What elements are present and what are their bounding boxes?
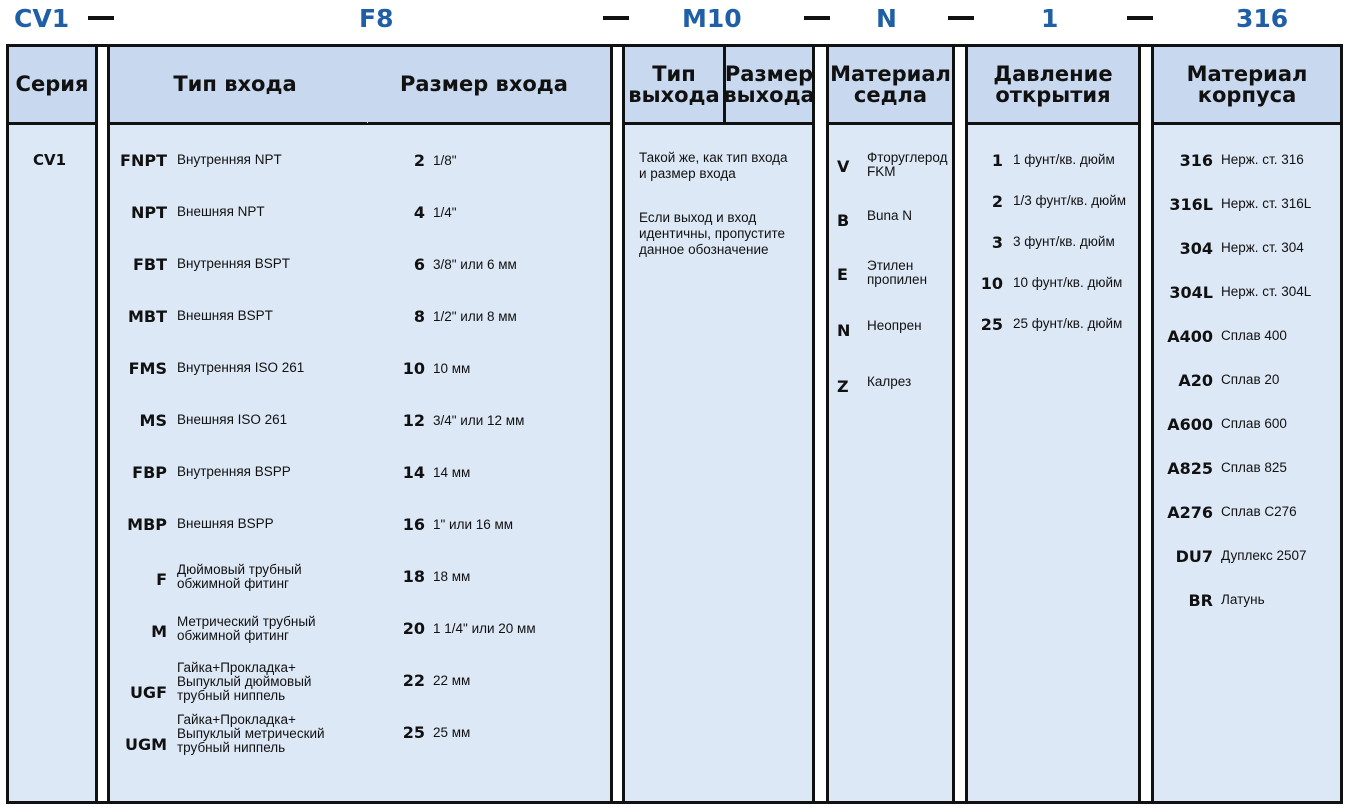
inlet-type-code: UGM bbox=[124, 735, 167, 754]
outlet-note-line: данное обозначение bbox=[639, 242, 769, 257]
body-material-code: A600 bbox=[1167, 415, 1213, 434]
column-divider bbox=[812, 47, 815, 801]
inlet-size-desc: 1/8" bbox=[433, 153, 457, 168]
inlet-size-desc: 3/4" или 12 мм bbox=[433, 413, 525, 428]
body-material-desc: Нерж. ст. 316L bbox=[1221, 196, 1312, 211]
inlet-size-code: 2 bbox=[413, 151, 425, 170]
code-dash bbox=[804, 16, 830, 20]
inlet-type-desc: Гайка+Прокладка+ bbox=[177, 712, 296, 727]
inlet-type-code: MS bbox=[139, 411, 167, 430]
top-code-body: 316 bbox=[1236, 4, 1289, 33]
inlet-type-desc: Внутренняя NPT bbox=[177, 152, 282, 167]
body-material-code: A20 bbox=[1178, 371, 1213, 390]
header-inlet-type: Тип входа bbox=[173, 72, 297, 96]
outlet-note-line: идентичны, пропустите bbox=[639, 226, 786, 241]
pressure-desc: 1 фунт/кв. дюйм bbox=[1013, 152, 1115, 167]
inlet-type-code: NPT bbox=[130, 203, 167, 222]
header-body-material bbox=[1154, 47, 1340, 122]
code-dash bbox=[603, 16, 629, 20]
top-code-pressure: 1 bbox=[1041, 4, 1059, 33]
code-dash bbox=[948, 16, 974, 20]
pressure-desc: 3 фунт/кв. дюйм bbox=[1013, 234, 1115, 249]
inlet-size-desc: 14 мм bbox=[433, 465, 471, 480]
seat-material-desc: Неопрен bbox=[867, 318, 922, 333]
header-seat-material bbox=[829, 47, 952, 122]
inlet-type-desc: Внутренняя BSPT bbox=[177, 256, 290, 271]
inlet-type-desc: Внешняя ISO 261 bbox=[177, 412, 288, 427]
body-material-code: A400 bbox=[1167, 327, 1213, 346]
header-outlet-size bbox=[723, 47, 815, 122]
header-body-line2: корпуса bbox=[1197, 82, 1297, 107]
inlet-size-code: 20 bbox=[402, 619, 425, 638]
column-divider bbox=[1138, 47, 1141, 801]
inlet-type-desc: трубный ниппель bbox=[177, 688, 286, 703]
body-material-desc: Нерж. ст. 304L bbox=[1221, 284, 1312, 299]
inlet-size-code: 22 bbox=[402, 671, 425, 690]
inlet-size-desc: 25 мм bbox=[433, 725, 471, 740]
inlet-size-code: 6 bbox=[413, 255, 425, 274]
body-material-code: DU7 bbox=[1175, 547, 1213, 566]
column-divider bbox=[826, 47, 829, 801]
body-material-desc: Нерж. ст. 316 bbox=[1221, 152, 1304, 167]
inlet-type-desc: Дюймовый трубный bbox=[177, 562, 302, 577]
inlet-size-code: 14 bbox=[402, 463, 425, 482]
inlet-size-desc: 10 мм bbox=[433, 361, 471, 376]
inlet-size-desc: 1" или 16 мм bbox=[433, 517, 514, 532]
body-material-desc: Латунь bbox=[1221, 592, 1265, 607]
body-material-desc: Сплав 20 bbox=[1221, 372, 1280, 387]
body-material-code: 304 bbox=[1179, 239, 1213, 258]
inlet-type-desc: Гайка+Прокладка+ bbox=[177, 660, 296, 675]
top-code-series: CV1 bbox=[14, 4, 70, 33]
seat-material-desc: Этилен bbox=[867, 258, 914, 273]
pressure-desc: 10 фунт/кв. дюйм bbox=[1013, 275, 1123, 290]
pressure-code: 10 bbox=[980, 274, 1003, 293]
inlet-size-code: 25 bbox=[402, 723, 425, 742]
inlet-type-desc: Выпуклый метрический bbox=[177, 726, 325, 741]
inlet-size-desc: 1/2" или 8 мм bbox=[433, 309, 517, 324]
header-outlet-type-line2: выхода bbox=[628, 82, 720, 107]
pressure-code: 25 bbox=[980, 315, 1003, 334]
inlet-size-desc: 22 мм bbox=[433, 673, 471, 688]
series-value: CV1 bbox=[33, 151, 67, 169]
header-seat-line1: Материал bbox=[830, 61, 951, 86]
header-outlet-type bbox=[625, 47, 723, 122]
header-outlet-size-line1: Размер bbox=[724, 61, 814, 86]
inlet-type-code: UGF bbox=[129, 683, 167, 702]
inlet-type-code: M bbox=[151, 622, 167, 641]
inlet-type-code: FNPT bbox=[120, 151, 167, 170]
body-material-desc: Дуплекс 2507 bbox=[1221, 548, 1307, 563]
column-divider bbox=[1151, 47, 1154, 801]
inlet-type-code: FMS bbox=[128, 359, 167, 378]
pressure-code: 3 bbox=[991, 233, 1003, 252]
seat-material-code: Z bbox=[837, 377, 849, 396]
inlet-type-desc: Внутренняя ISO 261 bbox=[177, 360, 305, 375]
inlet-size-code: 18 bbox=[402, 567, 425, 586]
inlet-size-desc: 3/8" или 6 мм bbox=[433, 257, 517, 272]
header-pressure-line1: Давление bbox=[993, 61, 1113, 86]
inlet-size-desc: 1 1/4" или 20 мм bbox=[433, 621, 536, 636]
inlet-type-code: MBP bbox=[127, 515, 167, 534]
inlet-type-desc: Внешняя BSPT bbox=[177, 308, 273, 323]
header-seat-line2: седла bbox=[853, 82, 928, 107]
inlet-type-desc: Внешняя BSPP bbox=[177, 516, 274, 531]
column-divider bbox=[610, 47, 613, 801]
top-code-inlet: F8 bbox=[359, 4, 394, 33]
column-gap bbox=[955, 47, 965, 801]
body-material-code: BR bbox=[1188, 591, 1213, 610]
inlet-type-code: MBT bbox=[127, 307, 167, 326]
column-gap bbox=[815, 47, 826, 801]
outlet-note-line: Такой же, как тип входа bbox=[639, 150, 788, 165]
body-material-desc: Нерж. ст. 304 bbox=[1221, 240, 1304, 255]
header-series: Серия bbox=[15, 72, 89, 96]
body-material-desc: Сплав 825 bbox=[1221, 460, 1287, 475]
seat-material-desc: пропилен bbox=[867, 272, 928, 287]
column-divider bbox=[952, 47, 955, 801]
outlet-note-line: Если выход и вход bbox=[639, 210, 757, 225]
seat-material-desc: FKM bbox=[867, 164, 896, 179]
inlet-type-desc: Внутренняя BSPP bbox=[177, 464, 291, 479]
top-code-outlet: M10 bbox=[682, 4, 742, 33]
body-material-code: 316L bbox=[1169, 195, 1213, 214]
body-material-code: 316 bbox=[1179, 151, 1213, 170]
header-cracking-pressure bbox=[968, 47, 1138, 122]
column-divider bbox=[622, 47, 625, 801]
inlet-size-code: 4 bbox=[413, 203, 425, 222]
seat-material-code: V bbox=[837, 157, 850, 176]
body-material-code: 304L bbox=[1169, 283, 1213, 302]
top-code-seat: N bbox=[876, 4, 897, 33]
inlet-type-desc: обжимной фитинг bbox=[177, 576, 289, 591]
inlet-size-desc: 18 мм bbox=[433, 569, 471, 584]
inlet-type-desc: Выпуклый дюймовый bbox=[177, 674, 312, 689]
seat-material-code: E bbox=[837, 265, 848, 284]
inlet-size-code: 8 bbox=[413, 307, 425, 326]
code-dash bbox=[88, 16, 114, 20]
pressure-desc: 25 фунт/кв. дюйм bbox=[1013, 316, 1123, 331]
header-outlet-type-line1: Тип bbox=[652, 61, 696, 86]
inlet-size-code: 16 bbox=[402, 515, 425, 534]
body-material-code: A825 bbox=[1167, 459, 1213, 478]
body-material-desc: Сплав C276 bbox=[1221, 504, 1297, 519]
inlet-size-code: 12 bbox=[402, 411, 425, 430]
pressure-code: 2 bbox=[991, 192, 1003, 211]
inlet-type-code: FBT bbox=[132, 255, 167, 274]
header-body-line1: Материал bbox=[1186, 61, 1308, 86]
ordering-table bbox=[6, 44, 1343, 804]
code-dash bbox=[1127, 16, 1153, 20]
column-gap bbox=[1141, 47, 1151, 801]
header-inlet-size: Размер входа bbox=[400, 72, 568, 96]
outlet-note-line: и размер входа bbox=[639, 166, 736, 181]
inlet-size-desc: 1/4" bbox=[433, 205, 457, 220]
seat-material-desc: Buna N bbox=[867, 208, 913, 223]
body-material-code: A276 bbox=[1167, 503, 1213, 522]
pressure-code: 1 bbox=[991, 151, 1003, 170]
inlet-type-desc: Внешняя NPT bbox=[177, 204, 265, 219]
header-pressure-line2: открытия bbox=[995, 82, 1111, 107]
inlet-type-desc: Метрический трубный bbox=[177, 614, 316, 629]
body-material-desc: Сплав 600 bbox=[1221, 416, 1287, 431]
seat-material-desc: Фторуглерод bbox=[867, 150, 948, 165]
seat-material-code: B bbox=[837, 211, 850, 230]
body-material-desc: Сплав 400 bbox=[1221, 328, 1287, 343]
column-divider bbox=[965, 47, 968, 801]
inlet-size-code: 10 bbox=[402, 359, 425, 378]
inlet-type-code: F bbox=[156, 570, 167, 589]
column-gap bbox=[613, 47, 622, 801]
header-outlet-size-line2: выхода bbox=[723, 82, 815, 107]
seat-material-desc: Калрез bbox=[867, 374, 912, 389]
seat-material-code: N bbox=[837, 321, 851, 340]
inlet-type-code: FBP bbox=[132, 463, 167, 482]
inlet-type-desc: обжимной фитинг bbox=[177, 628, 289, 643]
pressure-desc: 1/3 фунт/кв. дюйм bbox=[1013, 193, 1127, 208]
inlet-type-desc: трубный ниппель bbox=[177, 740, 286, 755]
